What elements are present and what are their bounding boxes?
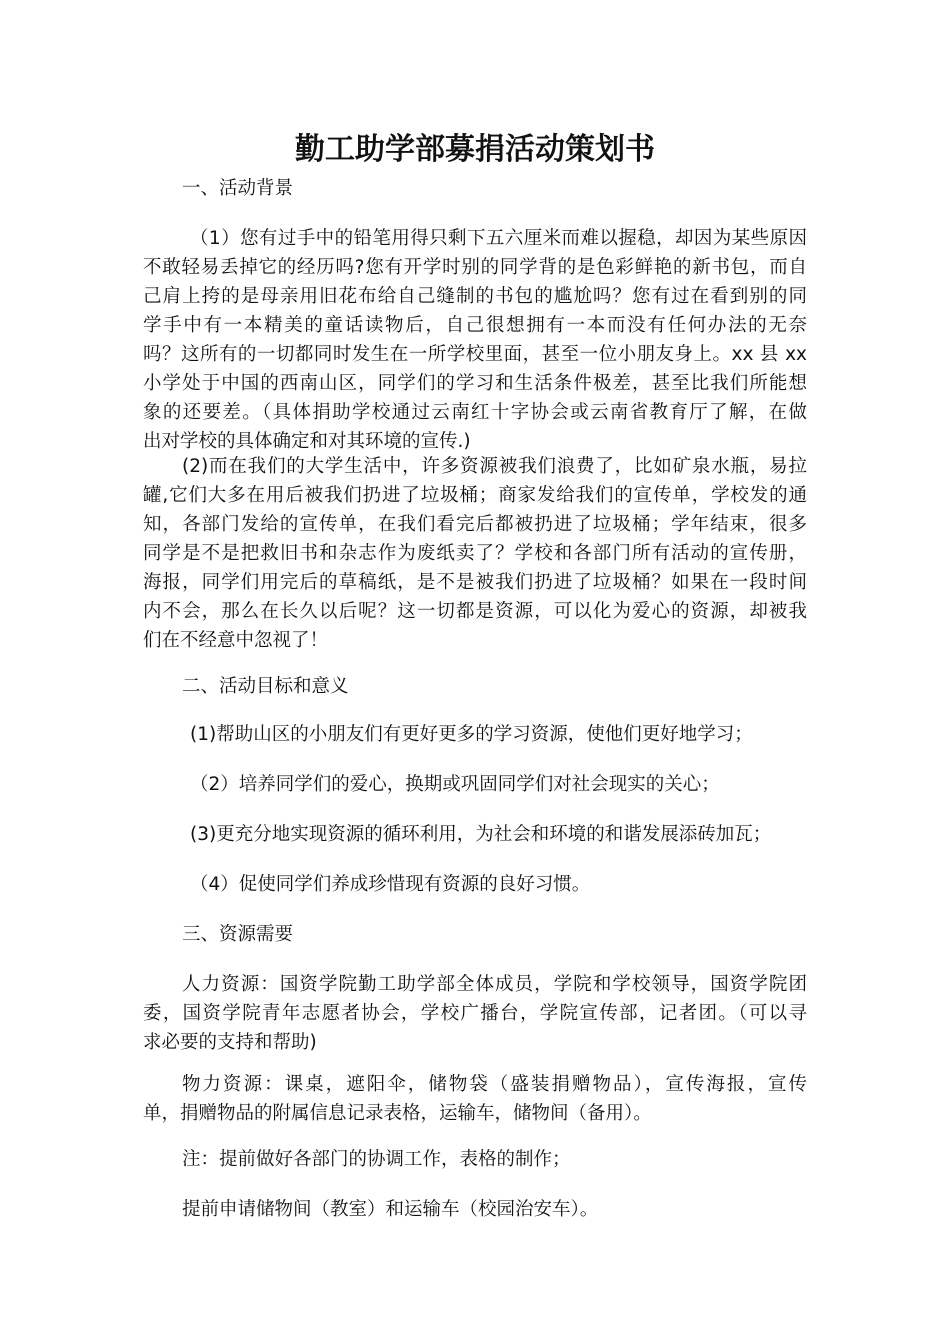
note-line: 注：提前做好各部门的协调工作，表格的制作； (182, 1149, 571, 1170)
material-resources-line: 物力资源：课桌，遮阳伞，储物袋（盛装捐赠物品），宣传海报，宣传 (182, 1074, 807, 1095)
section-heading-resources: 三、资源需要 (182, 924, 294, 945)
paragraph-line: 象的还要差。（具体捐助学校通过云南红十字协会或云南省教育厅了解，在做 (143, 402, 807, 423)
section-heading-background: 一、活动背景 (182, 178, 294, 199)
paragraph-line: 罐,它们大多在用后被我们扔进了垃圾桶；商家发给我们的宣传单，学校发的通 (143, 485, 807, 506)
human-resources-line: 求必要的支持和帮助) (143, 1032, 317, 1053)
paragraph-line: 内不会，那么在长久以后呢？这一切都是资源，可以化为爱心的资源，却被我 (143, 601, 807, 622)
paragraph-line: 同学是不是把救旧书和杂志作为废纸卖了？学校和各部门所有活动的宣传册， (143, 543, 807, 564)
paragraph-line: 小学处于中国的西南山区，同学们的学习和生活条件极差，甚至比我们所能想 (143, 373, 807, 394)
human-resources-line: 人力资源：国资学院勤工助学部全体成员，学院和学校领导，国资学院团 (182, 974, 807, 995)
apply-line: 提前申请储物间（教室）和运输车（校园治安车）。 (182, 1199, 599, 1220)
goal-item: (3)更充分地实现资源的循环利用，为社会和环境的和谐发展添砖加瓦； (190, 824, 772, 845)
paragraph-line: 学手中有一本精美的童话读物后，自己很想拥有一本而没有任何办法的无奈 (143, 315, 807, 336)
material-resources-line: 单，捐赠物品的附属信息记录表格，运输车，储物间（备用）。 (143, 1103, 652, 1124)
goal-item: （2）培养同学们的爱心，换期或巩固同学们对社会现实的关心； (190, 774, 720, 795)
paragraph-line: 出对学校的具体确定和对其环境的宣传.) (143, 431, 471, 452)
paragraph-line: （1）您有过手中的铅笔用得只剩下五六厘米而难以握稳，却因为某些原因 (190, 228, 807, 249)
paragraph-line: 不敢轻易丢掉它的经历吗?您有开学时别的同学背的是色彩鲜艳的新书包，而自 (143, 257, 807, 278)
paragraph-line: 己肩上挎的是母亲用旧花布给自己缝制的书包的尴尬吗？您有过在看到别的同 (143, 286, 807, 307)
document-title: 勤工助学部募捐活动策划书 (295, 132, 655, 167)
goal-item: （4）促使同学们养成珍惜现有资源的良好习惯。 (190, 874, 591, 895)
paragraph-line: 海报，同学们用完后的草稿纸，是不是被我们扔进了垃圾桶？如果在一段时间 (143, 572, 807, 593)
goal-item: (1)帮助山区的小朋友们有更好更多的学习资源，使他们更好地学习； (190, 724, 753, 745)
paragraph-line: (2)而在我们的大学生活中，许多资源被我们浪费了，比如矿泉水瓶，易拉 (182, 456, 807, 477)
section-heading-goals: 二、活动目标和意义 (182, 676, 349, 697)
paragraph-line: 们在不经意中忽视了！ (143, 630, 329, 651)
human-resources-line: 委，国资学院青年志愿者协会，学校广播台，学院宣传部，记者团。（可以寻 (143, 1003, 807, 1024)
paragraph-line: 知，各部门发给的宣传单，在我们看完后都被扔进了垃圾桶；学年结束，很多 (143, 514, 807, 535)
paragraph-line: 吗？这所有的一切都同时发生在一所学校里面，甚至一位小朋友身上。xx 县 xx (143, 344, 807, 365)
